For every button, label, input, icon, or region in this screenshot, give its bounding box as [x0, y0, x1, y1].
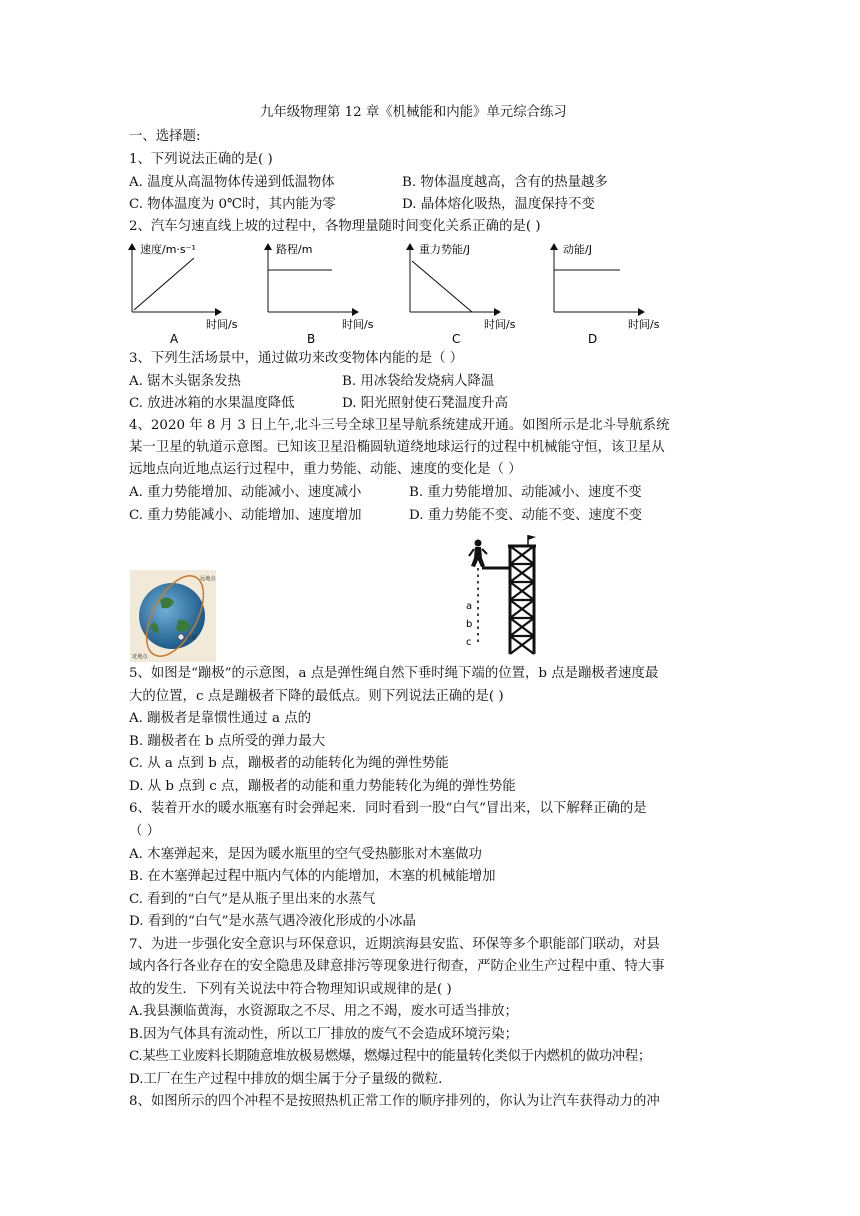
q5-option-b: B. 蹦极者在 b 点所受的弹力最大	[129, 734, 326, 749]
graph-a	[132, 242, 238, 346]
q5-option-c: C. 从 a 点到 b 点，蹦极者的动能转化为绳的弹性势能	[129, 756, 449, 771]
q3-option-d: D. 阳光照射使石凳温度升高	[342, 396, 509, 411]
satellite-orbit-figure	[130, 570, 216, 662]
page-title: 九年级物理第 12 章《机械能和内能》单元综合练习	[260, 105, 567, 120]
graph-d-letter: D	[588, 332, 598, 346]
q4-option-c: C. 重力势能减小、动能增加、速度增加	[129, 508, 362, 523]
satellite-icon	[178, 634, 184, 640]
q7-line-2: 域内各行各业存在的安全隐患及肆意排污等现象进行彻查，严防企业生产过程中重、特大事	[129, 959, 665, 974]
graph-d-ylabel: 动能/J	[563, 243, 592, 256]
graph-a-letter: A	[170, 332, 179, 346]
q5-line-1: 5、如图是“蹦极”的示意图，a 点是弹性绳自然下垂时绳下端的位置，b 点是蹦极者速度最	[129, 666, 659, 681]
graph-d-xlabel: 时间/s	[628, 318, 660, 331]
graph-c	[410, 242, 516, 346]
graph-a-ylabel: 速度/m·s⁻¹	[140, 243, 196, 256]
section-heading: 一、选择题:	[129, 129, 201, 144]
graph-d	[554, 242, 660, 346]
q5-option-a: A. 蹦极者是靠惯性通过 a 点的	[129, 711, 311, 726]
graph-b-ylabel: 路程/m	[276, 243, 313, 256]
graph-c-line	[412, 261, 472, 312]
q6-option-a: A. 木塞弹起来，是因为暖水瓶里的空气受热膨胀对木塞做功	[129, 847, 482, 862]
q1-option-c: C. 物体温度为 0℃时，其内能为零	[129, 197, 336, 212]
q3-option-c: C. 放进冰箱的水果温度降低	[129, 396, 295, 411]
q4-line-3: 远地点向近地点运行过程中，重力势能、动能、速度的变化是（ ）	[129, 462, 522, 477]
graph-c-ylabel: 重力势能/J	[419, 243, 470, 256]
bungee-figure	[462, 534, 546, 656]
jumper-icon	[469, 540, 487, 568]
point-c-label: c	[466, 637, 472, 648]
near-point-label: 近地点	[132, 654, 148, 660]
q4-line-1: 4、2020 年 8 月 3 日上午,北斗三号全球卫星导航系统建成开通。如图所示是北斗导航系统	[129, 418, 670, 433]
q5-line-2: 大的位置，c 点是蹦极者下降的最低点。则下列说法正确的是( )	[129, 689, 504, 704]
tower-bracing	[510, 546, 534, 654]
q6-line-2: （ ）	[129, 824, 161, 839]
graph-a-line	[134, 258, 194, 310]
q4-option-a: A. 重力势能增加、动能减小、速度减小	[129, 485, 362, 500]
q1-stem: 1、下列说法正确的是( )	[129, 152, 273, 167]
q7-option-d: D.工厂在生产过程中排放的烟尘属于分子量级的微粒.	[129, 1072, 443, 1087]
q2-stem: 2、汽车匀速直线上坡的过程中，各物理量随时间变化关系正确的是( )	[129, 219, 541, 234]
q1-option-b: B. 物体温度越高，含有的热量越多	[402, 175, 608, 190]
q7-line-3: 故的发生．下列有关说法中符合物理知识或规律的是( )	[129, 982, 452, 997]
q1-option-a: A. 温度从高温物体传递到低温物体	[129, 175, 335, 190]
q4-option-d: D. 重力势能不变、动能不变、速度不变	[409, 508, 643, 523]
graph-c-xlabel: 时间/s	[484, 318, 516, 331]
q8-line-1: 8、如图所示的四个冲程不是按照热机正常工作的顺序排列的，你认为让汽车获得动力的冲	[129, 1094, 660, 1109]
q4-option-b: B. 重力势能增加、动能减小、速度不变	[409, 485, 642, 500]
q3-stem: 3、下列生活场景中，通过做功来改变物体内能的是（ ）	[129, 351, 464, 366]
q6-option-b: B. 在木塞弹起过程中瓶内气体的内能增加，木塞的机械能增加	[129, 869, 496, 884]
graph-c-letter: C	[452, 332, 461, 346]
q2-graphs-figure	[126, 240, 676, 348]
graph-b-xlabel: 时间/s	[342, 318, 374, 331]
q3-option-b: B. 用冰袋给发烧病人降温	[342, 374, 495, 389]
q4-line-2: 某一卫星的轨道示意图。已知该卫星沿椭圆轨道绕地球运行的过程中机械能守恒，该卫星从	[129, 440, 665, 455]
q5-option-d: D. 从 b 点到 c 点，蹦极者的动能和重力势能转化为绳的弹性势能	[129, 779, 516, 794]
graph-a-xlabel: 时间/s	[206, 318, 238, 331]
q7-option-b: B.因为气体具有流动性，所以工厂排放的废气不会造成环境污染；	[129, 1027, 519, 1042]
q3-option-a: A. 锯木头锯条发热	[129, 374, 241, 389]
q7-option-c: C.某些工业废料长期随意堆放极易燃爆，燃爆过程中的能量转化类似于内燃机的做功冲程；	[129, 1049, 651, 1064]
graph-b	[268, 242, 374, 346]
q6-option-d: D. 看到的“白气”是水蒸气遇冷液化形成的小冰晶	[129, 914, 416, 929]
flag-icon	[528, 535, 536, 540]
q6-option-c: C. 看到的“白气”是从瓶子里出来的水蒸气	[129, 892, 376, 907]
far-point-label: 远地点	[200, 576, 216, 582]
point-b-label: b	[466, 619, 473, 630]
q7-option-a: A.我县濒临黄海，水资源取之不尽、用之不竭，废水可适当排放；	[129, 1004, 518, 1019]
q6-line-1: 6、装着开水的暖水瓶塞有时会弹起来．同时看到一股“白气”冒出来，以下解释正确的是	[129, 801, 647, 816]
graph-b-letter: B	[307, 332, 316, 346]
q7-line-1: 7、为进一步强化安全意识与环保意识，近期滨海县安监、环保等多个职能部门联动，对县	[129, 937, 660, 952]
satellite-label: 卫星	[186, 635, 197, 641]
q1-option-d: D. 晶体熔化吸热，温度保持不变	[402, 197, 595, 212]
point-a-label: a	[466, 601, 473, 612]
